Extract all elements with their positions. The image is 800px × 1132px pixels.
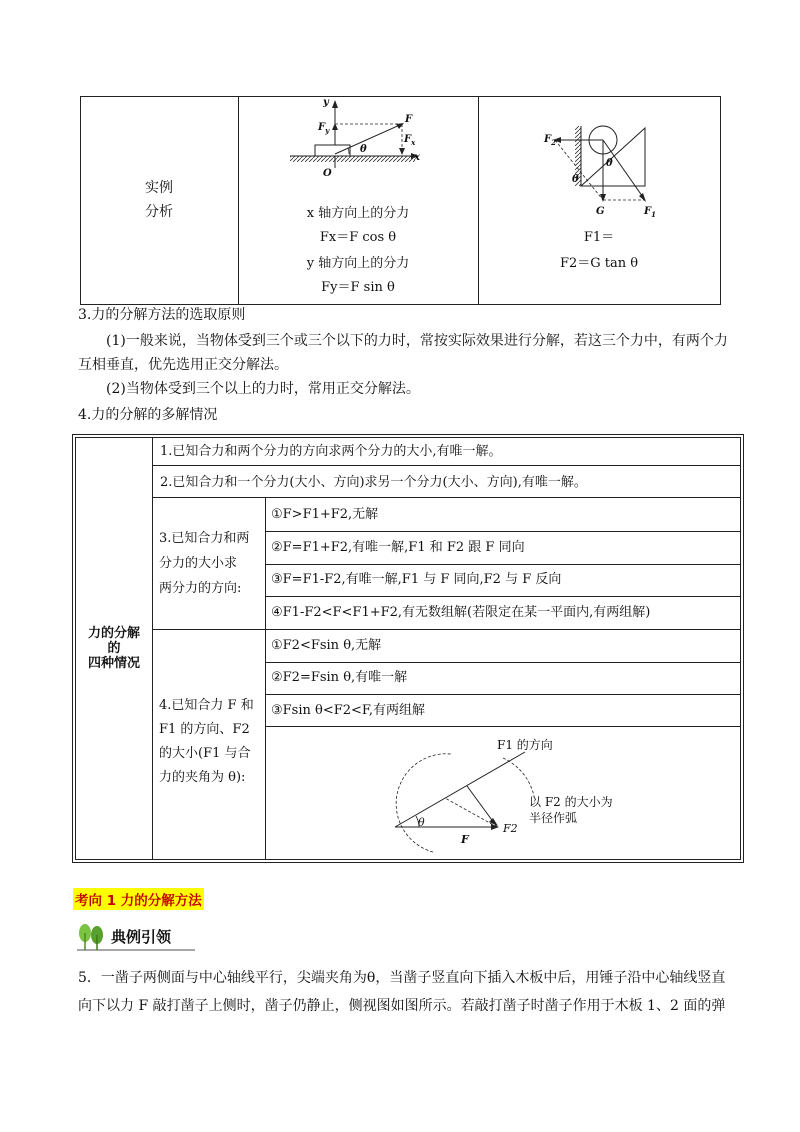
arc-note: [529, 794, 613, 826]
f1-label-diagram: $F_1$: [644, 206, 656, 219]
theta1-label: θ: [606, 158, 613, 169]
case4-label-line: 4.已知合力 F 和: [159, 698, 254, 713]
g-label: G: [596, 206, 605, 217]
f-label: F: [405, 114, 413, 125]
case4-label: [159, 694, 254, 790]
section3-p1b: 互相垂直，优先选用正交分解法。: [78, 357, 288, 373]
y-axis-label: y: [323, 97, 329, 108]
row-label: [80, 176, 238, 224]
col3-line2: F2＝G tan θ: [559, 256, 639, 271]
case3-label-line: 两分力的方向:: [159, 581, 242, 596]
case3-item-2: ②F=F1+F2,有唯一解,F1 和 F2 跟 F 同向: [271, 540, 525, 555]
fy-label: $F_y$: [318, 122, 330, 135]
col2-line1: x 轴方向上的分力: [306, 206, 410, 221]
f-label-2: F: [461, 833, 469, 846]
fx-label: $F_x$: [404, 134, 416, 147]
table-left-label: [76, 626, 152, 671]
section-heading: 考向 1 力的分解方法: [73, 888, 204, 910]
case3-item-1: ①F>F1+F2,无解: [271, 507, 379, 522]
left-label-line-1: 力的分解: [87, 626, 140, 641]
section4-title: 4.力的分解的多解情况: [78, 407, 218, 423]
section3-p1a: (1)一般来说，当物体受到三个或三个以下的力时，常按实际效果进行分解，若这三个力中，有两个力: [106, 333, 728, 349]
left-label-line-2: 的: [107, 641, 121, 656]
question-line-2: 向下以力 F 敲打凿子上侧时，凿子仍静止，侧视图如图所示。若敲打凿子时凿子作用于木板 1、2 面的弹: [78, 998, 726, 1014]
case4-label-line: 的大小(F1 与合: [159, 746, 251, 761]
arc-note-line: 以 F2 的大小为: [529, 795, 613, 809]
question-line-1: 5．一凿子两侧面与中心轴线平行，尖端夹角为θ，当凿子竖直向下插入木板中后，用锤子沿中心轴线竖直: [78, 970, 726, 986]
row-label-line-1: 实例: [145, 180, 173, 196]
case4-label-line: F1 的方向、F2: [159, 722, 250, 737]
f2-label-diagram: $F_2$: [544, 134, 556, 147]
f1-direction-label: F1 的方向: [497, 738, 553, 752]
case3-label: [159, 526, 249, 601]
example-badge: [75, 921, 197, 953]
col2-line3: y 轴方向上的分力: [306, 256, 410, 271]
arc-note-line: 半径作弧: [529, 811, 578, 825]
col2-line4: Fy＝F sin θ: [321, 280, 395, 295]
f2-label-2: F2: [503, 822, 518, 835]
origin-label: O: [323, 168, 332, 179]
case4-item-3: ③Fsin θ<F2<F,有两组解: [271, 703, 426, 718]
case3-item-4: ④F1-F2<F<F1+F2,有无数组解(若限定在某一平面内,有两组解): [271, 605, 651, 620]
x-axis-label: x: [414, 152, 420, 163]
row2-text: 2.已知合力和一个分力(大小、方向)求另一个分力(大小、方向),有唯一解。: [160, 475, 587, 490]
section3-p2: (2)当物体受到三个以上的力时，常用正交分解法。: [106, 381, 420, 397]
theta2-label: θ: [572, 174, 579, 185]
row1-text: 1.已知合力和两个分力的方向求两个分力的大小,有唯一解。: [160, 444, 502, 459]
case4-label-line: 力的夹角为 θ):: [159, 770, 246, 785]
badge-label: 典例引领: [111, 928, 172, 946]
case4-item-1: ①F2<Fsin θ,无解: [271, 638, 382, 653]
theta-label: θ: [360, 144, 367, 155]
left-label-line-3: 四种情况: [87, 656, 140, 671]
row-label-line-2: 分析: [145, 204, 173, 220]
case3-label-line: 分力的大小求: [159, 556, 238, 571]
theta-label-2: θ: [418, 816, 425, 829]
case4-item-2: ②F2=Fsin θ,有唯一解: [271, 670, 408, 685]
case3-item-3: ③F=F1-F2,有唯一解,F1 与 F 同向,F2 与 F 反向: [271, 572, 562, 587]
case3-label-line: 3.已知合力和两: [159, 531, 250, 546]
col3-line1: F1＝: [583, 230, 615, 245]
col2-line2: Fx＝F cos θ: [319, 230, 397, 245]
section3-title: 3.力的分解方法的选取原则: [78, 307, 246, 323]
